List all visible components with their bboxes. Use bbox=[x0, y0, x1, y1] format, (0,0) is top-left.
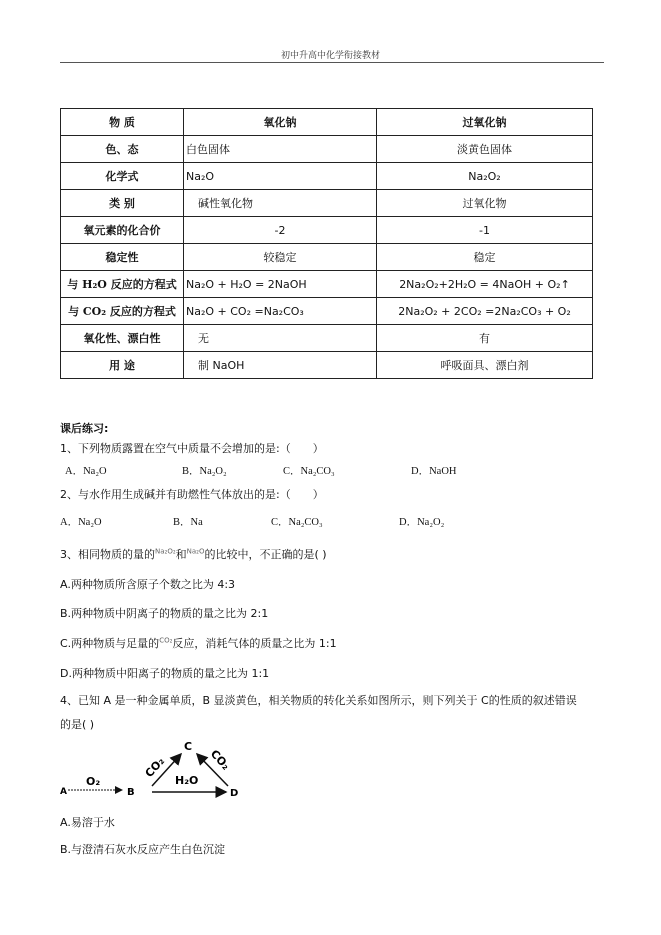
row-label: 类 别 bbox=[61, 190, 184, 217]
cell-sodium-peroxide: -1 bbox=[377, 217, 593, 244]
q2-option-c: C．Na₂CO₃ bbox=[271, 517, 323, 528]
formula-sodium-peroxide: Na₂O₂ bbox=[155, 547, 176, 556]
q4-option-b: B.与澄清石灰水反应产生白色沉淀 bbox=[60, 843, 226, 856]
node-a: A bbox=[60, 787, 67, 797]
table-row bbox=[61, 163, 593, 190]
cell-sodium-oxide: Na₂O + H₂O = 2NaOH bbox=[184, 271, 377, 298]
node-d: D bbox=[230, 788, 239, 799]
header-divider bbox=[60, 62, 604, 63]
q1-option-c: C．Na₂CO₃ bbox=[283, 466, 335, 477]
q3-option-c bbox=[60, 635, 337, 651]
row-label: 氧化性、漂白性 bbox=[61, 325, 184, 352]
q1-option-b: B．Na₂O₂ bbox=[182, 466, 227, 477]
table-header-cell: 氧化钠 bbox=[184, 109, 377, 136]
cell-sodium-oxide: Na₂O bbox=[184, 163, 377, 190]
cell-sodium-oxide: 无 bbox=[184, 325, 377, 352]
q3-stem-part: 3、相同物质的量的 bbox=[60, 548, 155, 561]
q1-option-a: A．Na₂O bbox=[65, 466, 107, 477]
question-1-stem: 1、下列物质露置在空气中质量不会增加的是:（ ） bbox=[60, 442, 324, 455]
q2-option-b: B．Na bbox=[173, 517, 203, 528]
page-header-title: 初中升高中化学衔接教材 bbox=[280, 51, 380, 61]
q2-option-d: D．Na₂O₂ bbox=[399, 517, 445, 528]
cell-sodium-peroxide: 2Na₂O₂+2H₂O = 4NaOH + O₂↑ bbox=[377, 271, 593, 298]
question-4-stem-line2: 的是( ) bbox=[60, 718, 95, 731]
q4-option-a: A.易溶于水 bbox=[60, 816, 115, 829]
cell-sodium-peroxide: 稳定 bbox=[377, 244, 593, 271]
exercises-heading: 课后练习: bbox=[60, 422, 109, 435]
question-3-stem bbox=[60, 546, 327, 562]
cell-sodium-peroxide: 2Na₂O₂ + 2CO₂ =2Na₂CO₃ + O₂ bbox=[377, 298, 593, 325]
cell-sodium-oxide: 碱性氧化物 bbox=[184, 190, 377, 217]
q3-option-c-part: 反应，消耗气体的质量之比为 1:1 bbox=[172, 637, 337, 650]
table-row bbox=[61, 298, 593, 325]
q3-option-c-part: C.两种物质与足量的 bbox=[60, 637, 160, 650]
cell-sodium-peroxide: 呼吸面具、漂白剂 bbox=[377, 352, 593, 379]
row-label: 用 途 bbox=[61, 352, 184, 379]
cell-sodium-oxide: 较稳定 bbox=[184, 244, 377, 271]
reagent-h2o: H₂O bbox=[175, 774, 199, 787]
q3-option-a: A.两种物质所含原子个数之比为 4:3 bbox=[60, 578, 236, 591]
q3-stem-part: 和 bbox=[175, 548, 187, 561]
table-header-cell: 过氧化钠 bbox=[377, 109, 593, 136]
reagent-co2-right: CO₂ bbox=[207, 747, 233, 773]
formula-carbon-dioxide: CO₂ bbox=[159, 636, 173, 645]
q3-option-d: D.两种物质中阳离子的物质的量之比为 1:1 bbox=[60, 667, 270, 680]
cell-sodium-peroxide: Na₂O₂ bbox=[377, 163, 593, 190]
node-b: B bbox=[127, 787, 135, 798]
row-label: 与 CO₂ 反应的方程式 bbox=[61, 298, 184, 325]
q3-option-b: B.两种物质中阴离子的物质的量之比为 2:1 bbox=[60, 607, 269, 620]
cell-sodium-oxide: 制 NaOH bbox=[184, 352, 377, 379]
question-4-stem-line1: 4、已知 A 是一种金属单质，B 显淡黄色，相关物质的转化关系如图所示，则下列关于 C的性质的叙述错误 bbox=[60, 694, 577, 707]
table-header-row bbox=[61, 109, 593, 136]
reagent-co2-left: CO₂ bbox=[142, 754, 168, 781]
cell-sodium-peroxide: 淡黄色固体 bbox=[377, 136, 593, 163]
cell-sodium-oxide: -2 bbox=[184, 217, 377, 244]
row-label: 氧元素的化合价 bbox=[61, 217, 184, 244]
q2-option-a: A．Na₂O bbox=[60, 517, 102, 528]
node-c: C bbox=[184, 740, 193, 753]
cell-sodium-oxide: Na₂O + CO₂ =Na₂CO₃ bbox=[184, 298, 377, 325]
row-label: 化学式 bbox=[61, 163, 184, 190]
row-label: 色、态 bbox=[61, 136, 184, 163]
cell-sodium-peroxide: 有 bbox=[377, 325, 593, 352]
comparison-table bbox=[60, 108, 593, 379]
row-label: 与 H₂O 反应的方程式 bbox=[61, 271, 184, 298]
table-header-cell: 物 质 bbox=[61, 109, 184, 136]
question-2-stem: 2、与水作用生成碱并有助燃性气体放出的是:（ ） bbox=[60, 488, 324, 501]
row-label: 稳定性 bbox=[61, 244, 184, 271]
table-row bbox=[61, 244, 593, 271]
table-row bbox=[61, 325, 593, 352]
q1-option-d: D．NaOH bbox=[411, 466, 457, 477]
table-row bbox=[61, 352, 593, 379]
table-row bbox=[61, 217, 593, 244]
q3-stem-part: 的比较中，不正确的是( ) bbox=[204, 548, 327, 561]
cell-sodium-peroxide: 过氧化物 bbox=[377, 190, 593, 217]
table-row bbox=[61, 136, 593, 163]
table-row bbox=[61, 190, 593, 217]
formula-sodium-oxide: Na₂O bbox=[186, 547, 205, 556]
reagent-o2: O₂ bbox=[86, 775, 101, 788]
table-row bbox=[61, 271, 593, 298]
conversion-diagram bbox=[58, 736, 248, 806]
cell-sodium-oxide: 白色固体 bbox=[184, 136, 377, 163]
